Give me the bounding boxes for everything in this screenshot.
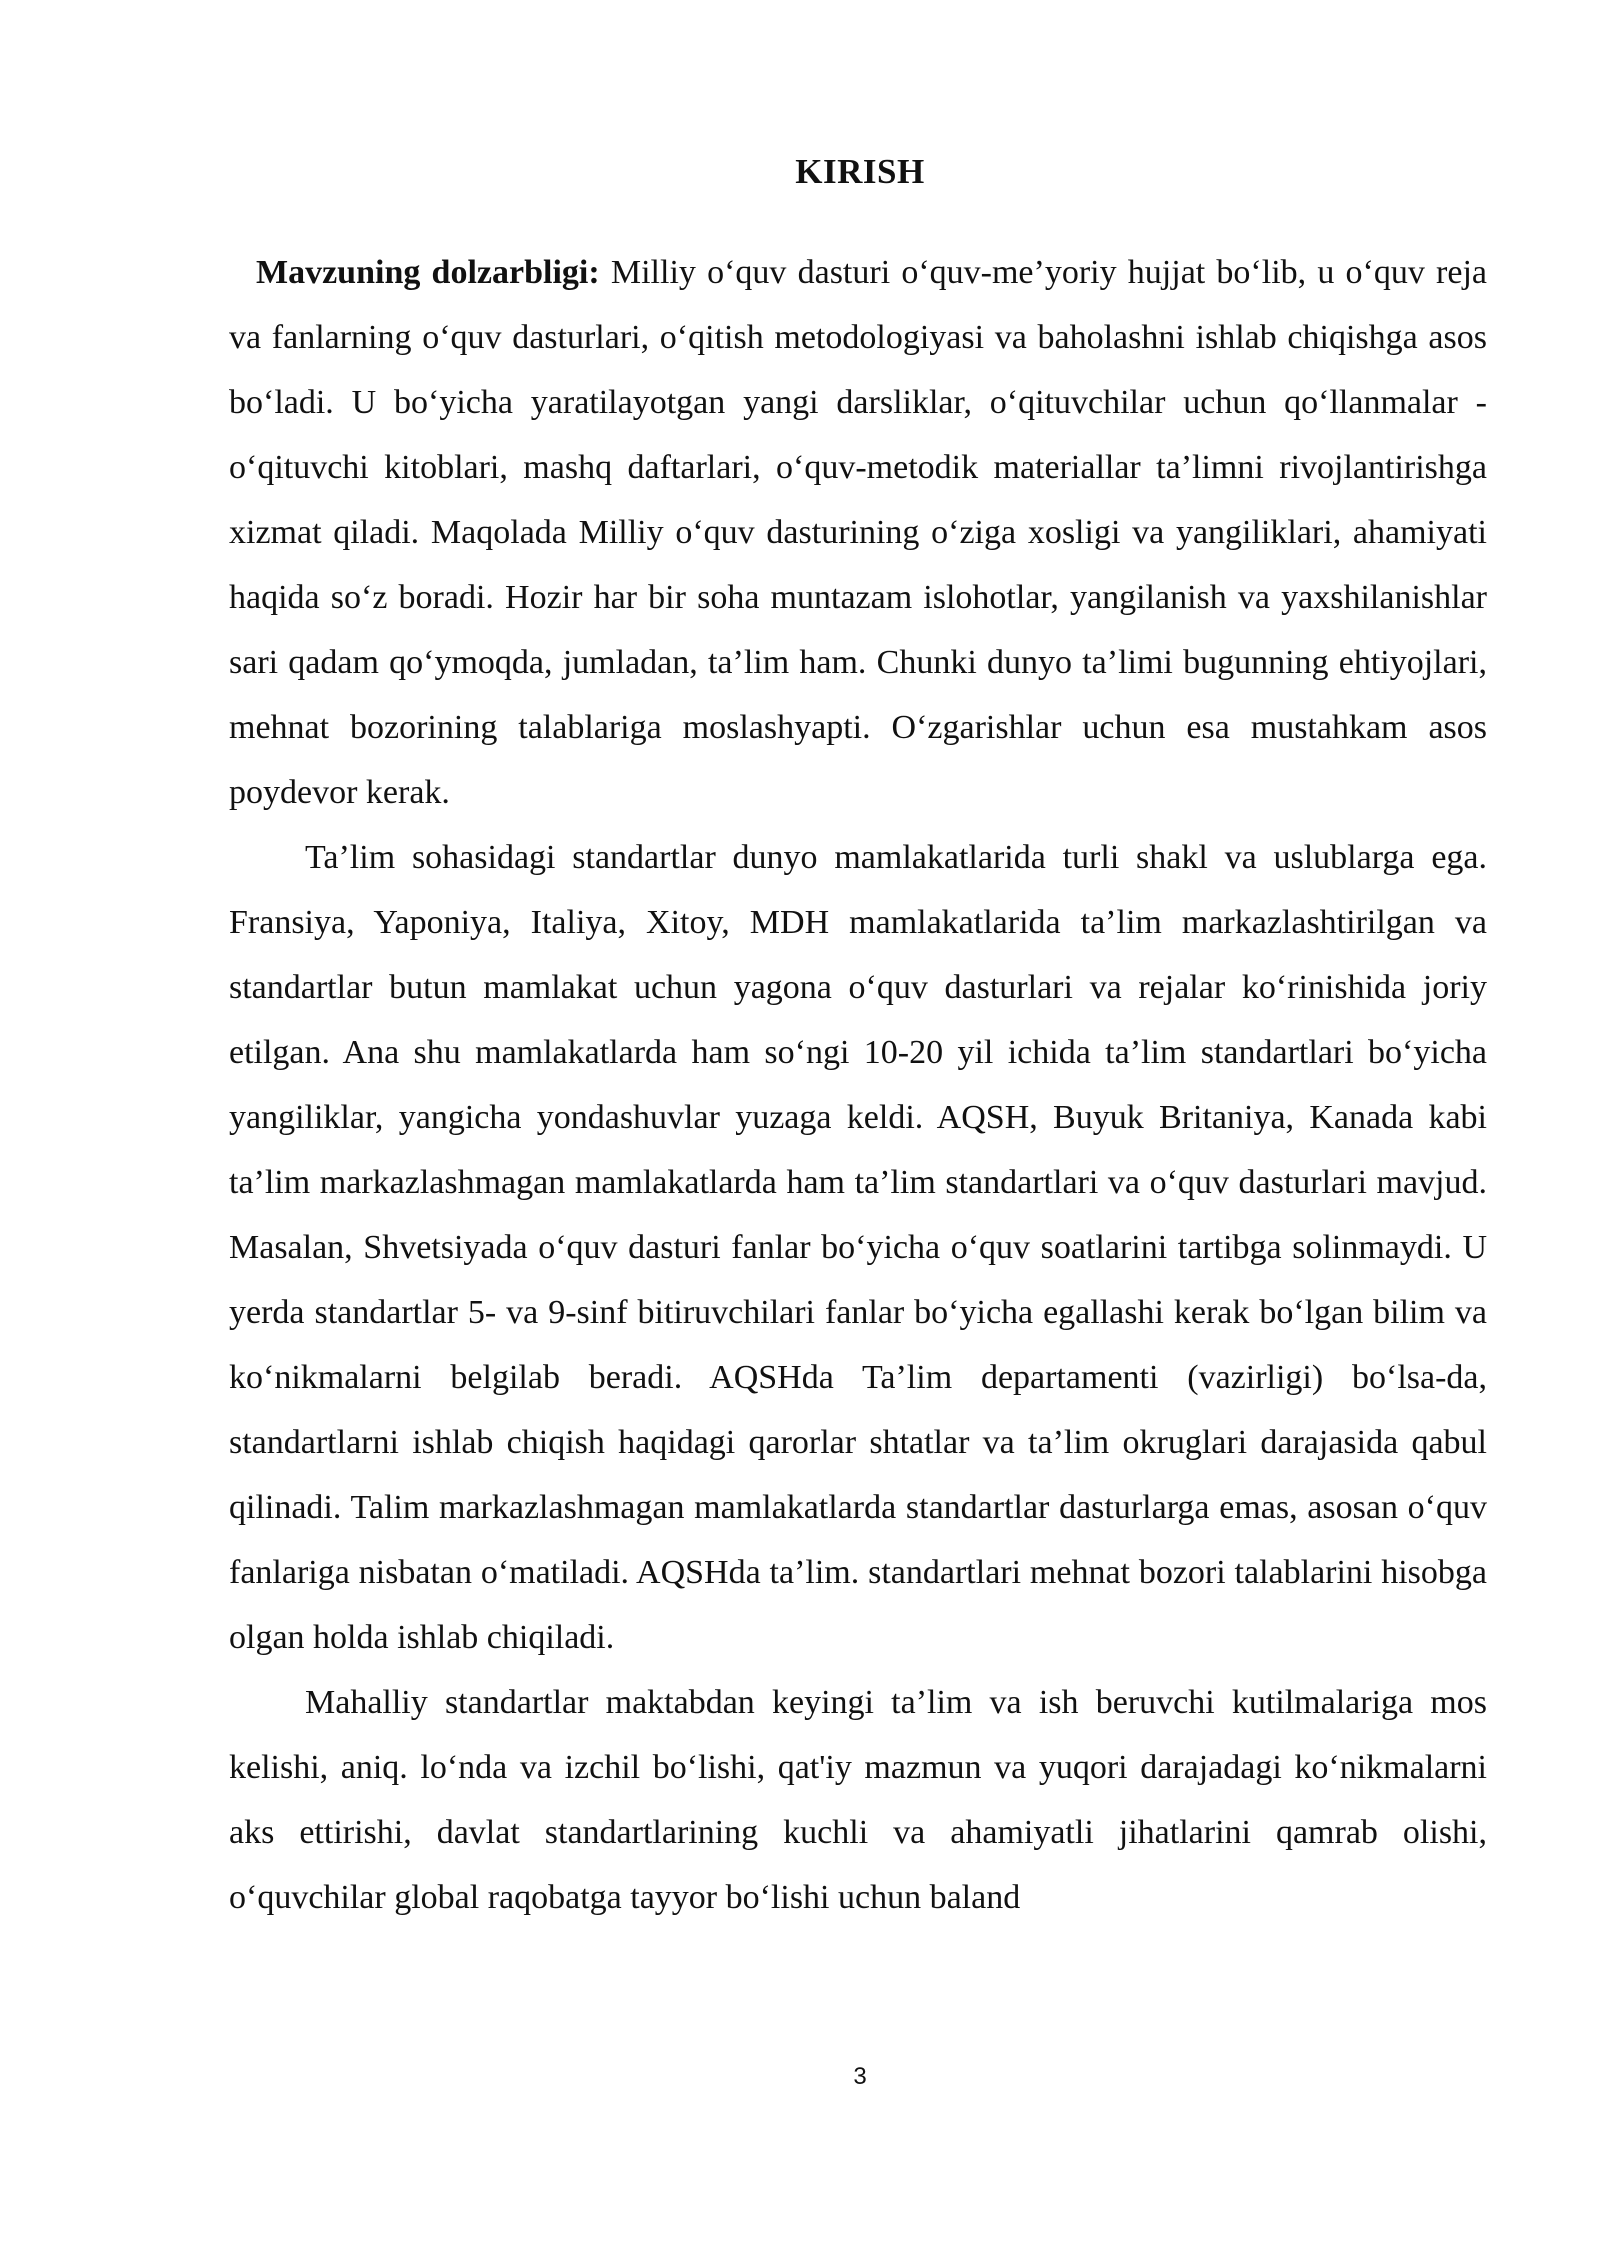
paragraph-relevance (229, 240, 1487, 825)
page-number: 3 (853, 2063, 867, 2090)
paragraph-lead-label: Mavzuning dolzarbligi: (256, 254, 600, 291)
body-text (229, 240, 1487, 1930)
paragraph-text: Milliy o‘quv dasturi o‘quv-me’yoriy hujjat bo‘lib, u o‘quv reja va fanlarning o‘quv dasturlari, o‘qitish metodologiyasi va baholashni ishlab chiqishga asos bo‘ladi. U bo‘yicha yaratilayotgan yangi darsliklar, o‘qituvchilar uchun qo‘llanmalar -o‘qituvchi kitoblari, mashq daftarlari, o‘quv-metodik materiallar ta’limni rivojlantirishga xizmat qiladi. Maqolada Milliy o‘quv dasturining o‘ziga xosligi va yangiliklari, ahamiyati haqida so‘z boradi. Hozir har bir soha muntazam islohotlar, yangilanish va yaxshilanishlar sari qadam qo‘ymoqda, jumladan, ta’lim ham. Chunki dunyo ta’limi bugunning ehtiyojlari, mehnat bozorining talablariga moslashyapti. O‘zgarishlar uchun esa mustahkam asos poydevor kerak. (229, 254, 1487, 811)
paragraph-local-standards: Mahalliy standartlar maktabdan keyingi ta’lim va ish beruvchi kutilmalariga mos kelishi, aniq. lo‘nda va izchil bo‘lishi, qat'iy mazmun va yuqori darajadagi ko‘nikmalarni aks ettirishi, davlat standartlarining kuchli va ahamiyatli jihatlarini qamrab olishi, o‘quvchilar global raqobatga tayyor bo‘lishi uchun baland (229, 1684, 1487, 1916)
paragraph-standards: Ta’lim sohasidagi standartlar dunyo mamlakatlarida turli shakl va uslublarga ega. Fransiya, Yaponiya, Italiya, Xitoy, MDH mamlakatlarida ta’lim markazlashtirilgan va standartlar butun mamlakat uchun yagona o‘quv dasturlari va rejalar ko‘rinishida joriy etilgan. Ana shu mamlakatlarda ham so‘ngi 10-20 yil ichida ta’lim standartlari bo‘yicha yangiliklar, yangicha yondashuvlar yuzaga keldi. AQSH, Buyuk Britaniya, Kanada kabi ta’lim markazlashmagan mamlakatlarda ham ta’lim standartlari va o‘quv dasturlari mavjud. Masalan, Shvetsiyada o‘quv dasturi fanlar bo‘yicha o‘quv soatlarini tartibga solinmaydi. U yerda standartlar 5- va 9-sinf bitiruvchilari fanlar bo‘yicha egallashi kerak bo‘lgan bilim va ko‘nikmalarni belgilab beradi. AQSHda Ta’lim departamenti (vazirligi) bo‘lsa-da, standartlarni ishlab chiqish haqidagi qarorlar shtatlar va ta’lim okruglari darajasida qabul qilinadi. Talim markazlashmagan mamlakatlarda standartlar dasturlarga emas, asosan o‘quv fanlariga nisbatan o‘matiladi. AQSHda ta’lim. standartlari mehnat bozori talablarini hisobga olgan holda ishlab chiqiladi. (229, 839, 1487, 1656)
page-title: KIRISH (795, 152, 925, 191)
